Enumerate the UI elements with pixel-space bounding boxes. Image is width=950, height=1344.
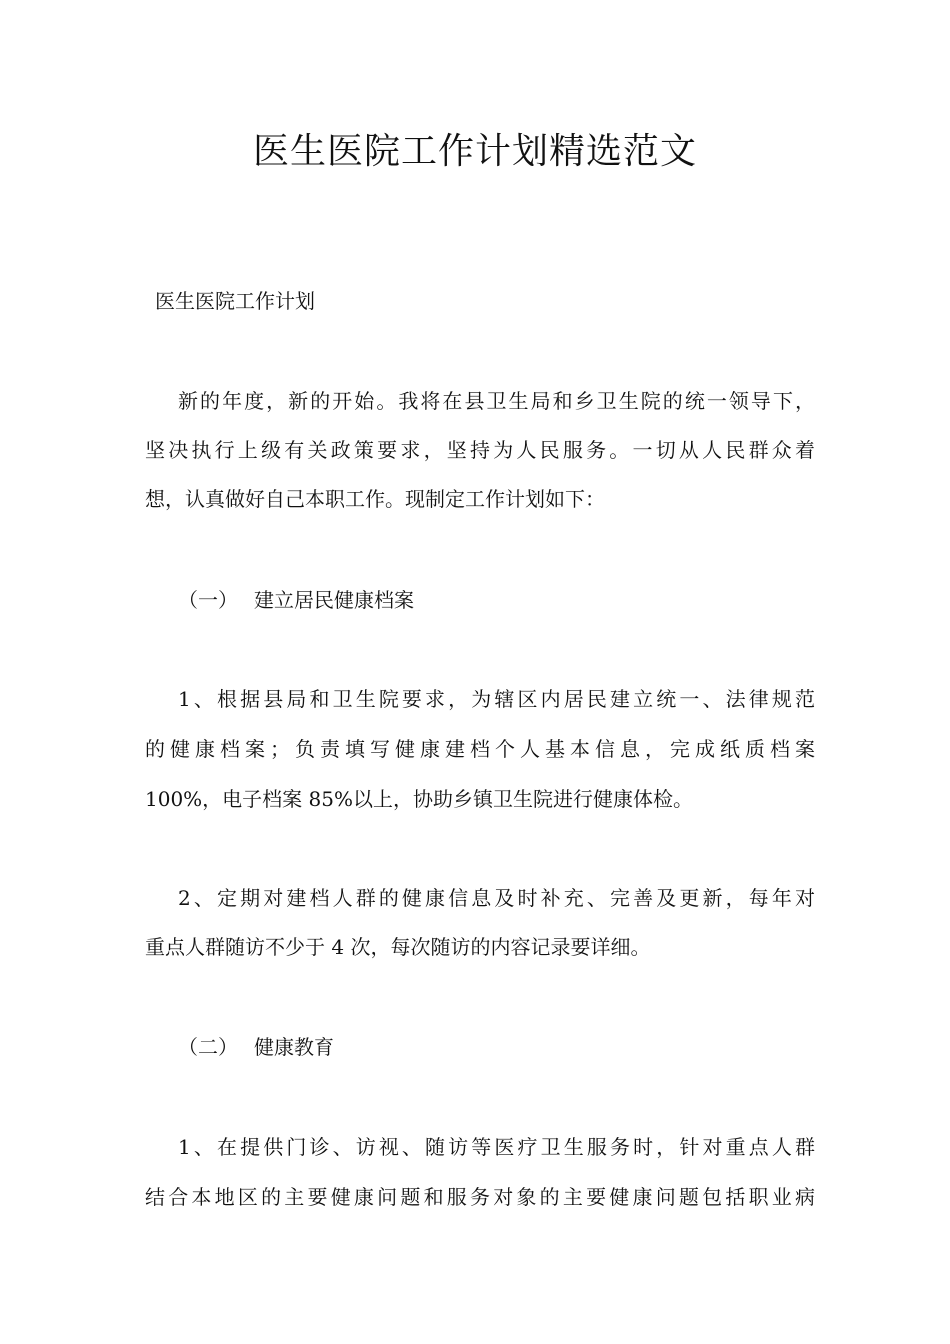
intro-line: 坚决执行上级有关政策要求，坚持为人民服务。一切从人民群众着 xyxy=(145,438,815,462)
section-heading-text: 健康教育 xyxy=(254,1035,334,1059)
intro-line: 想，认真做好自己本职工作。现制定工作计划如下： xyxy=(145,487,605,511)
section-heading xyxy=(178,1032,848,1062)
section-heading-text: 建立居民健康档案 xyxy=(254,588,414,612)
paragraph-line: 结合本地区的主要健康问题和服务对象的主要健康问题包括职业病 xyxy=(145,1185,815,1209)
intro-line: 新的年度，新的开始。我将在县卫生局和乡卫生院的统一领导下， xyxy=(178,389,815,413)
paragraph-line: 100%，电子档案 85%以上，协助乡镇卫生院进行健康体检。 xyxy=(145,787,693,811)
paragraph-line: 1、根据县局和卫生院要求，为辖区内居民建立统一、法律规范 xyxy=(178,687,815,711)
section-number: （二） xyxy=(178,1035,238,1059)
document-subtitle: 医生医院工作计划 xyxy=(155,289,315,313)
section-heading xyxy=(178,585,848,615)
paragraph-line: 重点人群随访不少于 4 次，每次随访的内容记录要详细。 xyxy=(145,935,651,959)
paragraph-line: 2、定期对建档人群的健康信息及时补充、完善及更新，每年对 xyxy=(178,886,815,910)
section-number: （一） xyxy=(178,588,238,612)
document-title: 医生医院工作计划精选范文 xyxy=(252,131,697,172)
paragraph-line: 的健康档案；负责填写健康建档个人基本信息，完成纸质档案 xyxy=(145,737,815,761)
paragraph-line: 1、在提供门诊、访视、随访等医疗卫生服务时，针对重点人群 xyxy=(178,1135,815,1159)
